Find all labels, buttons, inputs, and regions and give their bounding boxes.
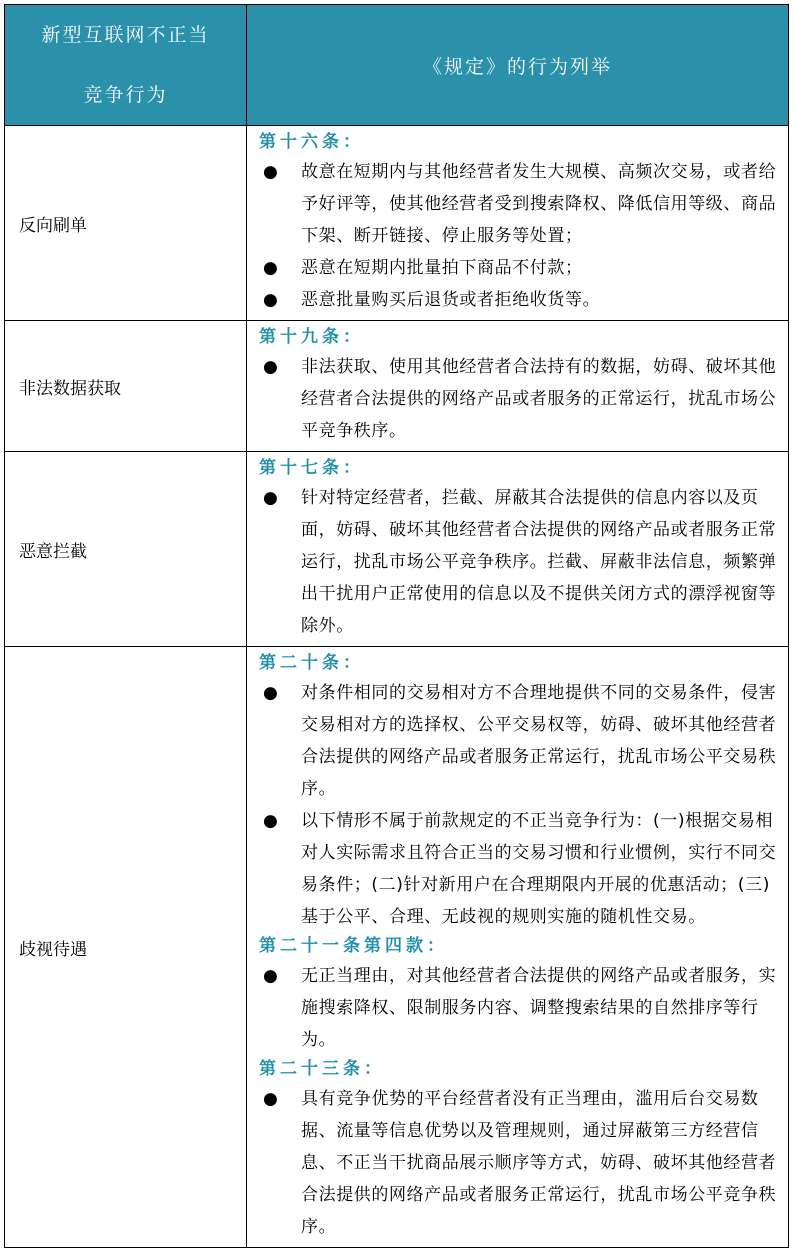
bullet-icon: ● — [263, 290, 279, 310]
table-row — [5, 126, 789, 321]
table-row — [5, 321, 789, 452]
header-rules-title: 《规定》的行为列举 — [422, 55, 612, 78]
bullet-icon: ● — [263, 162, 279, 182]
category-cell: 恶意拦截 — [5, 452, 247, 647]
header-category-line2: 竞争行为 — [83, 84, 168, 106]
article-heading: 第十七条： — [259, 458, 364, 478]
header-category-cell — [5, 5, 247, 126]
list-item-text: 非法获取、使用其他经营者合法持有的数据，妨碍、破坏其他经营者合法提供的网络产品或者服务的正常运行，扰乱市场公平竞争秩序。 — [301, 357, 777, 441]
bullet-icon: ● — [263, 811, 279, 831]
table-row — [5, 452, 789, 647]
list-item-text: 恶意批量购买后退货或者拒绝收货等。 — [301, 290, 601, 310]
rules-cell — [247, 647, 789, 1248]
list-item — [259, 482, 778, 642]
bullet-icon: ● — [263, 357, 279, 377]
header-category-line1: 新型互联网不正当 — [41, 24, 210, 46]
article-heading: 第二十三条： — [259, 1059, 385, 1079]
bullet-icon: ● — [263, 488, 279, 508]
bullet-icon: ● — [263, 683, 279, 703]
category-cell: 反向刷单 — [5, 126, 247, 321]
rules-table — [4, 4, 789, 1248]
rules-cell — [247, 452, 789, 647]
list-item-text: 具有竞争优势的平台经营者没有正当理由，滥用后台交易数据、流量等信息优势以及管理规则，通过屏蔽第三方经营信息、不正当干扰商品展示顺序等方式，妨碍、破坏其他经营者合法提供的网络产品或者服务正常运行，扰乱市场公平竞争秩序。 — [301, 1089, 777, 1237]
list-item — [259, 351, 778, 447]
list-item — [259, 677, 778, 805]
table-row — [5, 647, 789, 1248]
article-heading: 第十六条： — [259, 132, 364, 152]
bullet-icon: ● — [263, 966, 279, 986]
list-item — [259, 252, 778, 284]
list-item-text: 恶意在短期内批量拍下商品不付款； — [301, 258, 583, 278]
rules-cell — [247, 126, 789, 321]
list-item-text: 故意在短期内与其他经营者发生大规模、高频次交易，或者给予好评等，使其他经营者受到搜索降权、降低信用等级、商品下架、断开链接、停止服务等处置； — [301, 162, 777, 246]
list-item — [259, 960, 778, 1056]
header-row — [5, 5, 789, 126]
bullet-icon: ● — [263, 258, 279, 278]
rules-cell — [247, 321, 789, 452]
category-cell: 非法数据获取 — [5, 321, 247, 452]
list-item-text: 以下情形不属于前款规定的不正当竞争行为：(一)根据交易相对人实际需求且符合正当的交易习惯和行业惯例，实行不同交易条件；(二)针对新用户在合理期限内开展的优惠活动；(三)基于公平、合理、无歧视的规则实施的随机性交易。 — [301, 811, 777, 927]
list-item — [259, 1083, 778, 1243]
article-heading: 第十九条： — [259, 327, 364, 347]
header-rules-cell — [247, 5, 789, 126]
article-heading: 第二十一条第四款： — [259, 936, 448, 956]
list-item — [259, 805, 778, 933]
list-item-text: 无正当理由，对其他经营者合法提供的网络产品或者服务，实施搜索降权、限制服务内容、调整搜索结果的自然排序等行为。 — [301, 966, 777, 1050]
list-item — [259, 284, 778, 316]
category-cell: 歧视待遇 — [5, 647, 247, 1248]
list-item-text: 对条件相同的交易相对方不合理地提供不同的交易条件，侵害交易相对方的选择权、公平交易权等，妨碍、破坏其他经营者合法提供的网络产品或者服务正常运行，扰乱市场公平交易秩序。 — [301, 683, 777, 799]
list-item-text: 针对特定经营者，拦截、屏蔽其合法提供的信息内容以及页面，妨碍、破坏其他经营者合法提供的网络产品或者服务正常运行，扰乱市场公平竞争秩序。拦截、屏蔽非法信息，频繁弹出干扰用户正常使用的信息以及不提供关闭方式的漂浮视窗等除外。 — [301, 488, 777, 636]
bullet-icon: ● — [263, 1089, 279, 1109]
list-item — [259, 156, 778, 252]
article-heading: 第二十条： — [259, 653, 364, 673]
